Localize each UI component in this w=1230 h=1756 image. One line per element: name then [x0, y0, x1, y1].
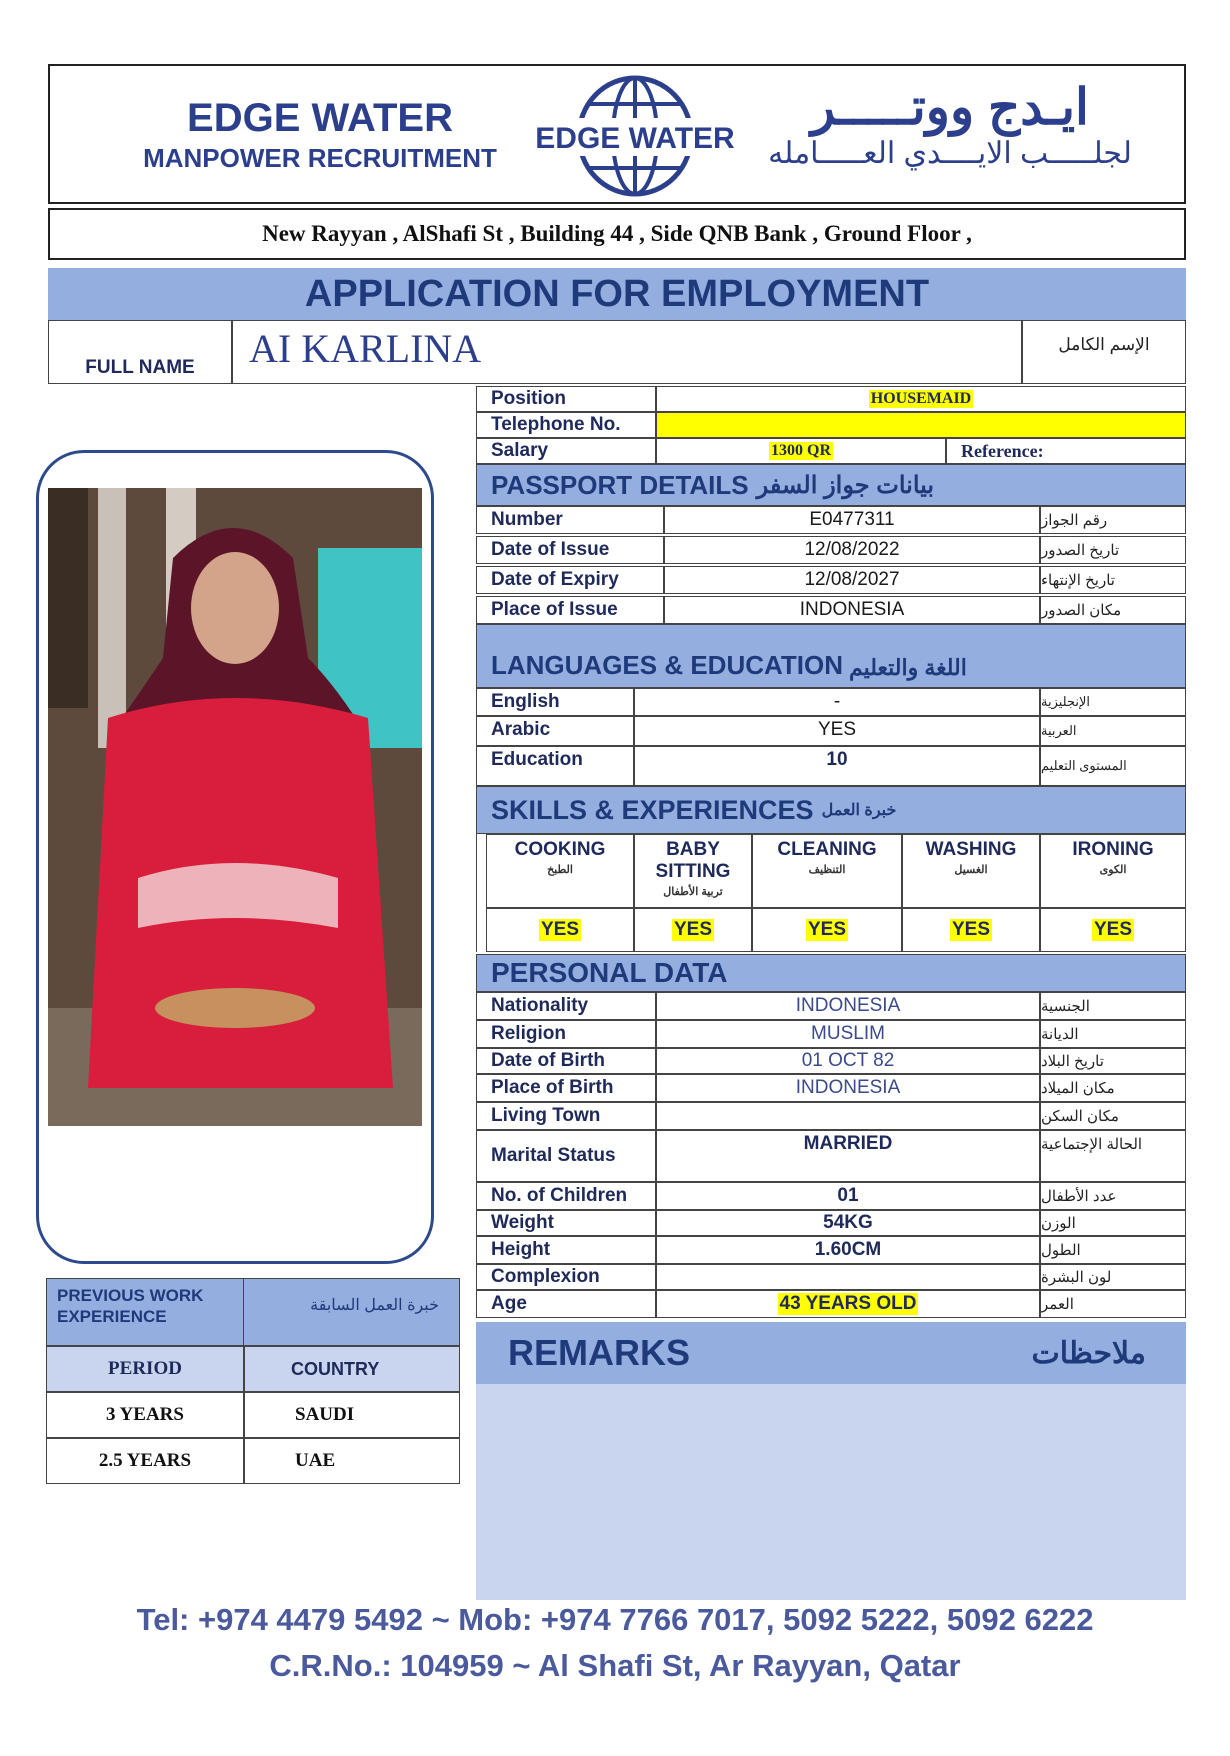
applicant-photo	[48, 488, 422, 1126]
globe-logo	[535, 74, 735, 199]
skills-title: SKILLS & EXPERIENCES	[491, 794, 814, 825]
skill-value: YES	[1093, 919, 1133, 940]
footer-contact	[0, 1602, 1230, 1684]
personal-value: 43 YEARS OLD	[779, 1293, 917, 1314]
footer-line2: C.R.No.: 104959 ~ Al Shafi St, Ar Rayyan, Qatar	[269, 1648, 961, 1683]
period-header-cell	[46, 1346, 244, 1392]
company-name-ar-line1: ايـدج ووتـــــر	[811, 79, 1089, 135]
period-header: PERIOD	[108, 1358, 182, 1379]
passport-value: INDONESIA	[799, 599, 905, 620]
passport-value: 12/08/2022	[804, 539, 900, 560]
form-title-bar	[48, 268, 1186, 320]
experience-header	[46, 1278, 460, 1346]
personal-value-cell	[656, 1048, 1040, 1074]
personal-label-cell	[476, 1210, 656, 1236]
passport-label-cell	[476, 536, 664, 564]
passport-label: Date of Expiry	[491, 569, 619, 590]
skill-value-cell	[902, 908, 1040, 952]
skill-header-cell	[902, 834, 1040, 908]
personal-value-cell	[656, 1074, 1040, 1102]
passport-value-cell	[664, 566, 1040, 594]
personal-label-ar: الوزن	[1041, 1215, 1076, 1232]
full-name-label: FULL NAME	[85, 357, 195, 378]
personal-value-cell	[656, 1290, 1040, 1318]
passport-label-ar: تاريخ الإنتهاء	[1041, 572, 1115, 589]
language-value-cell	[634, 716, 1040, 746]
passport-label-cell	[476, 506, 664, 534]
skill-value: YES	[807, 919, 847, 940]
personal-label: Weight	[491, 1212, 554, 1233]
skill-header-cell	[486, 834, 634, 908]
skill-label: IRONING	[1072, 839, 1154, 860]
experience-country-cell	[244, 1392, 460, 1438]
personal-ar-cell	[1040, 1130, 1186, 1182]
footer-line1: Tel: +974 4479 5492 ~ Mob: +974 7766 7017, 5092 5222, 5092 6222	[136, 1602, 1094, 1637]
personal-value: 01	[837, 1185, 859, 1206]
skills-section-header	[476, 786, 1186, 834]
passport-value-cell	[664, 506, 1040, 534]
personal-value-cell	[656, 1182, 1040, 1210]
personal-value: 1.60CM	[814, 1239, 882, 1260]
personal-title: PERSONAL DATA	[491, 957, 728, 988]
language-label-ar: الإنجليزية	[1041, 694, 1091, 709]
personal-label-cell	[476, 992, 656, 1020]
skill-value: YES	[540, 919, 580, 940]
languages-section-header	[476, 624, 1186, 688]
full-name-ar: الإسم الكامل	[1058, 335, 1150, 354]
salary-value-cell	[656, 438, 946, 464]
skills-left-border	[476, 834, 486, 952]
personal-label-ar: العمر	[1041, 1296, 1074, 1313]
personal-value-cell	[656, 1210, 1040, 1236]
language-value-cell	[634, 688, 1040, 716]
personal-label-ar: عدد الأطفال	[1041, 1188, 1117, 1205]
passport-value: 12/08/2027	[804, 569, 900, 590]
personal-label-cell	[476, 1264, 656, 1290]
remarks-body	[476, 1384, 1186, 1600]
passport-value-cell	[664, 536, 1040, 564]
language-value: -	[833, 691, 841, 712]
personal-value: MARRIED	[803, 1133, 893, 1154]
salary-label-cell	[476, 438, 656, 464]
company-name-line1: EDGE WATER	[187, 96, 453, 140]
personal-ar-cell	[1040, 1020, 1186, 1048]
logo-text: EDGE WATER	[535, 122, 735, 155]
skill-label-ar: الغسيل	[954, 864, 988, 876]
passport-label-ar: مكان الصدور	[1041, 602, 1122, 619]
position-value: HOUSEMAID	[870, 390, 972, 407]
passport-label: Place of Issue	[491, 599, 618, 620]
passport-value-cell	[664, 596, 1040, 624]
experience-period: 2.5 YEARS	[98, 1450, 192, 1471]
form-title: APPLICATION FOR EMPLOYMENT	[304, 272, 930, 315]
position-value-cell	[656, 386, 1186, 412]
personal-label-cell	[476, 1074, 656, 1102]
skill-header-cell	[1040, 834, 1186, 908]
company-name-ar-line2: لجلـــــب الايــــدي العـــــامله	[768, 137, 1132, 170]
remarks-title-ar: ملاحظات	[1031, 1336, 1146, 1370]
language-label: Education	[491, 749, 583, 770]
personal-ar-cell	[1040, 1290, 1186, 1318]
passport-label-cell	[476, 566, 664, 594]
personal-ar-cell	[1040, 1102, 1186, 1130]
language-value-cell	[634, 746, 1040, 786]
personal-label: No. of Children	[491, 1185, 628, 1206]
skill-label: WASHING	[925, 839, 1017, 860]
personal-label-cell	[476, 1020, 656, 1048]
experience-country-cell	[244, 1438, 460, 1484]
skill-label-ar: التنظيف	[808, 864, 846, 876]
personal-label-cell	[476, 1182, 656, 1210]
passport-title-ar: بيانات جواز السفر	[756, 471, 935, 499]
personal-value-cell	[656, 1102, 1040, 1130]
position-label-cell	[476, 386, 656, 412]
personal-label-cell	[476, 1130, 656, 1182]
skill-label-ar: الكوى	[1099, 864, 1127, 876]
full-name-value-cell	[232, 320, 1022, 384]
language-ar-cell	[1040, 716, 1186, 746]
skill-value-cell	[486, 908, 634, 952]
experience-country: SAUDI	[295, 1404, 355, 1425]
reference-cell	[946, 438, 1186, 464]
personal-ar-cell	[1040, 1210, 1186, 1236]
language-label-cell	[476, 716, 634, 746]
salary-label: Salary	[491, 440, 549, 461]
passport-value: E0477311	[809, 509, 895, 530]
languages-title-ar: اللغة والتعليم	[848, 655, 967, 680]
passport-label-cell	[476, 596, 664, 624]
remarks-header	[476, 1322, 1186, 1384]
personal-label: Date of Birth	[491, 1050, 605, 1071]
passport-label: Date of Issue	[491, 539, 610, 560]
company-name-line2: MANPOWER RECRUITMENT	[143, 143, 497, 173]
skill-value: YES	[673, 919, 713, 940]
personal-label-ar: الطول	[1041, 1242, 1081, 1259]
personal-value: 54KG	[823, 1212, 873, 1233]
language-label-cell	[476, 688, 634, 716]
experience-title: PREVIOUS WORK EXPERIENCE	[57, 1286, 204, 1326]
skill-label: BABY SITTING	[655, 839, 731, 882]
country-header-cell	[244, 1346, 460, 1392]
telephone-label-cell	[476, 412, 656, 438]
language-label-cell	[476, 746, 634, 786]
personal-label-ar: الحالة الإجتماعية	[1041, 1136, 1143, 1153]
reference-label: Reference:	[961, 440, 1044, 461]
skill-label-ar: تربية الأطفال	[663, 886, 723, 898]
personal-label: Religion	[491, 1023, 566, 1044]
address-bar	[48, 208, 1186, 260]
personal-value: MUSLIM	[811, 1023, 885, 1044]
remarks-title: REMARKS	[508, 1332, 691, 1373]
personal-value: INDONESIA	[795, 995, 901, 1016]
language-value: YES	[817, 719, 857, 740]
personal-ar-cell	[1040, 1048, 1186, 1074]
personal-label: Place of Birth	[491, 1077, 614, 1098]
personal-value-cell	[656, 992, 1040, 1020]
personal-label: Height	[491, 1239, 551, 1260]
personal-label: Living Town	[491, 1105, 601, 1126]
skill-header-cell	[752, 834, 902, 908]
passport-label-ar: تاريخ الصدور	[1041, 542, 1120, 559]
experience-period-cell	[46, 1438, 244, 1484]
personal-label: Marital Status	[491, 1145, 616, 1166]
personal-label-cell	[476, 1290, 656, 1318]
personal-label: Nationality	[491, 995, 589, 1016]
experience-country: UAE	[295, 1450, 336, 1471]
personal-section-header	[476, 954, 1186, 992]
personal-label-cell	[476, 1236, 656, 1264]
skill-value-cell	[634, 908, 752, 952]
passport-section-header	[476, 464, 1186, 506]
salary-value: 1300 QR	[771, 442, 831, 459]
address-text: New Rayyan , AlShafi St , Building 44 , Side QNB Bank , Ground Floor ,	[262, 221, 972, 246]
skill-value: YES	[951, 919, 991, 940]
experience-title-ar: خبرة العمل السابقة	[310, 1297, 439, 1314]
personal-label-ar: الديانة	[1041, 1026, 1079, 1043]
passport-ar-cell	[1040, 506, 1186, 534]
personal-value: 01 OCT 82	[801, 1050, 895, 1071]
language-label-ar: المستوى التعليم	[1041, 758, 1127, 773]
full-name-label-cell	[48, 320, 232, 384]
applicant-photo-icon	[48, 488, 422, 1126]
personal-label: Complexion	[491, 1266, 600, 1287]
personal-ar-cell	[1040, 1182, 1186, 1210]
passport-ar-cell	[1040, 536, 1186, 564]
telephone-value-cell	[656, 412, 1186, 438]
personal-value-cell	[656, 1020, 1040, 1048]
skill-value-cell	[1040, 908, 1186, 952]
passport-ar-cell	[1040, 566, 1186, 594]
passport-title: PASSPORT DETAILS	[491, 469, 749, 500]
language-label-ar: العربية	[1041, 723, 1077, 738]
full-name-value: AI KARLINA	[249, 326, 482, 371]
personal-label-ar: مكان الميلاد	[1041, 1080, 1115, 1097]
personal-ar-cell	[1040, 1236, 1186, 1264]
personal-label: Age	[491, 1293, 527, 1314]
skill-label-ar: الطبخ	[547, 864, 573, 876]
language-value: 10	[826, 749, 848, 770]
language-label: English	[491, 691, 560, 712]
passport-ar-cell	[1040, 596, 1186, 624]
skill-label: COOKING	[514, 839, 606, 860]
skill-label: CLEANING	[777, 839, 877, 860]
passport-label-ar: رقم الجواز	[1041, 512, 1108, 529]
personal-value: INDONESIA	[795, 1077, 901, 1098]
full-name-ar-cell	[1022, 320, 1186, 384]
personal-label-ar: تاريخ البلاد	[1041, 1053, 1104, 1070]
personal-ar-cell	[1040, 992, 1186, 1020]
languages-title: LANGUAGES & EDUCATION	[491, 650, 843, 680]
language-ar-cell	[1040, 688, 1186, 716]
personal-label-ar: مكان السكن	[1041, 1108, 1119, 1125]
personal-value-cell	[656, 1130, 1040, 1182]
company-name-en	[120, 96, 520, 174]
personal-label-cell	[476, 1048, 656, 1074]
personal-value-cell	[656, 1236, 1040, 1264]
experience-period: 3 YEARS	[106, 1404, 184, 1425]
country-header: COUNTRY	[291, 1358, 380, 1379]
skill-header-cell	[634, 834, 752, 908]
personal-ar-cell	[1040, 1264, 1186, 1290]
position-label: Position	[491, 388, 566, 409]
company-name-ar	[740, 78, 1160, 171]
language-ar-cell	[1040, 746, 1186, 786]
telephone-label: Telephone No.	[491, 414, 621, 435]
personal-value-cell	[656, 1264, 1040, 1290]
experience-period-cell	[46, 1392, 244, 1438]
skills-title-ar: خبرة العمل	[821, 802, 897, 819]
personal-ar-cell	[1040, 1074, 1186, 1102]
personal-label-ar: الجنسية	[1041, 998, 1090, 1015]
personal-label-ar: لون البشرة	[1041, 1269, 1112, 1286]
skill-value-cell	[752, 908, 902, 952]
language-label: Arabic	[491, 719, 551, 740]
personal-label-cell	[476, 1102, 656, 1130]
passport-label: Number	[491, 509, 563, 530]
